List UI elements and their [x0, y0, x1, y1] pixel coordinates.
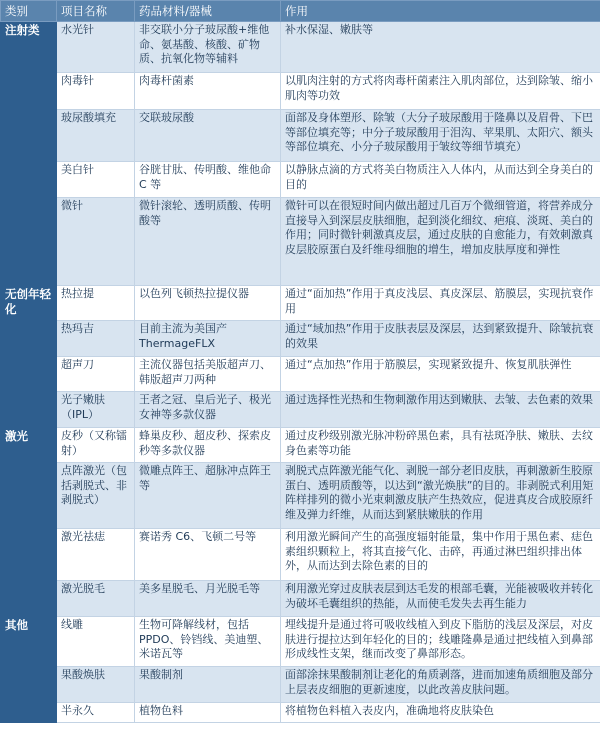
project-name: 激光祛痣 [57, 529, 135, 581]
project-name: 热玛吉 [57, 321, 135, 357]
table-row [1, 667, 600, 703]
effect: 面部涂抹果酸制剂让老化的角质剥落，进而加速角质细胞及部分上层表皮细胞的更新速度，以此改善皮肤问题。 [281, 667, 600, 703]
table-row [1, 22, 600, 73]
table-row [1, 73, 600, 110]
table-row [1, 428, 600, 463]
project-name: 超声刀 [57, 357, 135, 392]
table-row [1, 703, 600, 723]
effect: 以肌肉注射的方式将肉毒杆菌素注入肌肉部位，达到除皱、缩小肌肉等功效 [281, 73, 600, 110]
materials: 微针滚轮、透明质酸、传明酸等 [135, 198, 281, 286]
effect: 剥脱式点阵激光能气化、剥脱一部分老旧皮肤，再刺激新生胶原蛋白、透明质酸等，以达到“激光焕肤”的目的。非剥脱式利用矩阵样排列的微小光束刺激皮肤产生热效应，促进真皮合成胶原纤维及弹力纤维，从而达到紧肤嫩肤的作用 [281, 463, 600, 529]
table-row [1, 321, 600, 357]
effect: 面部及身体塑形、除皱（大分子玻尿酸用于隆鼻以及眉骨、下巴等部位填充等；中分子玻尿酸用于泪沟、苹果肌、太阳穴、额头等部位填充、小分子玻尿酸用于皱纹等细节填充） [281, 110, 600, 162]
effect: 微针可以在很短时间内做出超过几百万个微细管道，将营养成分直接导入到深层皮肤细胞，起到淡化细纹、疤痕、淡斑、美白的作用；同时微针刺激真皮层，通过皮肤的自愈能力，有效刺激真皮层胶原蛋白及纤维母细胞的增生，增加皮肤厚度和弹性 [281, 198, 600, 286]
project-name: 激光脱毛 [57, 581, 135, 617]
project-name: 点阵激光（包括剥脱式、非剥脱式） [57, 463, 135, 529]
header-project-name: 项目名称 [57, 1, 135, 22]
materials: 果酸制剂 [135, 667, 281, 703]
header-category: 类别 [1, 1, 57, 22]
materials: 植物色料 [135, 703, 281, 723]
materials: 赛诺秀 C6、飞顿二号等 [135, 529, 281, 581]
materials: 非交联小分子玻尿酸+维他命、氨基酸、核酸、矿物质、抗氧化物等辅料 [135, 22, 281, 73]
materials: 以色列飞顿热拉提仪器 [135, 286, 281, 321]
project-name: 微针 [57, 198, 135, 286]
materials: 主流仪器包括美版超声刀、韩版超声刀两种 [135, 357, 281, 392]
table-row [1, 286, 600, 321]
project-name: 玻尿酸填充 [57, 110, 135, 162]
materials: 生物可降解线材，包括 PPDO、铃铛线、美迪塑、米诺瓦等 [135, 617, 281, 667]
category-cell: 激光 [1, 428, 57, 617]
category-cell: 无创年轻化 [1, 286, 57, 428]
effect: 通过皮秒级别激光脉冲粉碎黑色素，具有祛斑净肤、嫩肤、去纹身色素等功能 [281, 428, 600, 463]
effect: 埋线提升是通过将可吸收线植入到皮下脂肪的浅层及深层，对皮肤进行提拉达到年轻化的目的；线雕隆鼻是通过把线植入到鼻部形成线性支架，继而改变了鼻部形态。 [281, 617, 600, 667]
materials: 美多星脱毛、月光脱毛等 [135, 581, 281, 617]
table-row [1, 392, 600, 428]
table-row [1, 357, 600, 392]
table-row [1, 617, 600, 667]
effect: 通过“域加热”作用于皮肤表层及深层，达到紧致提升、除皱抗衰的效果 [281, 321, 600, 357]
category-cell: 其他 [1, 617, 57, 723]
materials: 微雕点阵王、超脉冲点阵王等 [135, 463, 281, 529]
header-row [1, 1, 600, 22]
table-row [1, 198, 600, 286]
effect: 通过“点加热”作用于筋膜层，实现紧致提升、恢复肌肤弹性 [281, 357, 600, 392]
materials: 谷胱甘肽、传明酸、维他命 C 等 [135, 162, 281, 198]
project-name: 果酸焕肤 [57, 667, 135, 703]
project-name: 光子嫩肤（IPL） [57, 392, 135, 428]
project-name: 皮秒（又称镭射） [57, 428, 135, 463]
project-name: 热拉提 [57, 286, 135, 321]
materials: 肉毒杆菌素 [135, 73, 281, 110]
materials: 王者之冠、皇后光子、极光女神等多款仪器 [135, 392, 281, 428]
project-name: 水光针 [57, 22, 135, 73]
materials: 交联玻尿酸 [135, 110, 281, 162]
table-row [1, 581, 600, 617]
materials: 目前主流为美国产 ThermageFLX [135, 321, 281, 357]
header-effect: 作用 [281, 1, 600, 22]
project-name: 肉毒针 [57, 73, 135, 110]
effect: 通过“面加热”作用于真皮浅层、真皮深层、筋膜层，实现抗衰作用 [281, 286, 600, 321]
table-row [1, 463, 600, 529]
project-name: 线雕 [57, 617, 135, 667]
effect: 补水保湿、嫩肤等 [281, 22, 600, 73]
effect: 利用激光穿过皮肤表层到达毛发的根部毛囊，光能被吸收并转化为破坏毛囊组织的热能，从而使毛发失去再生能力 [281, 581, 600, 617]
table-row [1, 162, 600, 198]
effect: 利用激光瞬间产生的高强度辐射能量，集中作用于黑色素、痣色素组织颗粒上，将其直接气化、击碎，再通过淋巴组织排出体外，从而达到去除色素的目的 [281, 529, 600, 581]
materials: 蜂巢皮秒、超皮秒、探索皮秒等多款仪器 [135, 428, 281, 463]
category-cell: 注射类 [1, 22, 57, 286]
table-row [1, 529, 600, 581]
effect: 将植物色料植入表皮内，准确地将皮肤染色 [281, 703, 600, 723]
effect: 以静脉点滴的方式将美白物质注入人体内，从而达到全身美白的目的 [281, 162, 600, 198]
header-materials: 药品材料/器械 [135, 1, 281, 22]
project-name: 半永久 [57, 703, 135, 723]
project-name: 美白针 [57, 162, 135, 198]
effect: 通过选择性光热和生物刺激作用达到嫩肤、去皱、去色素的效果 [281, 392, 600, 428]
table-row [1, 110, 600, 162]
